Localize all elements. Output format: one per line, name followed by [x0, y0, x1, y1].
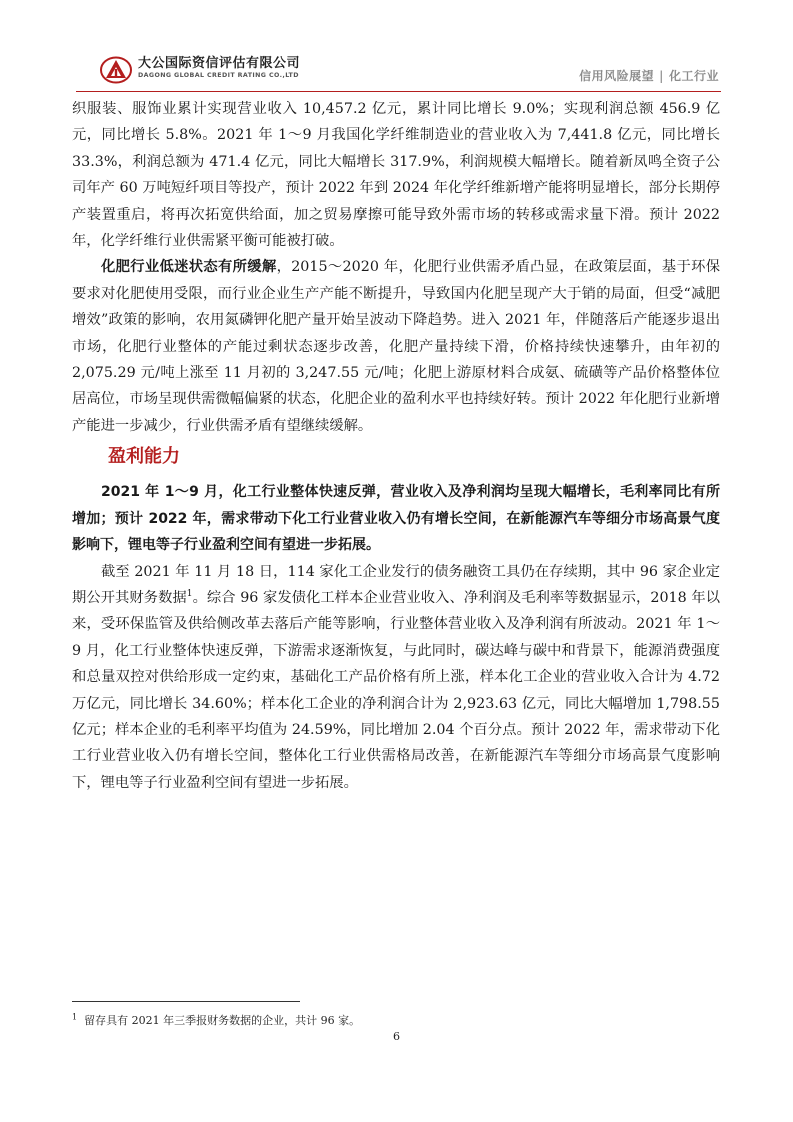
dagong-logo-icon	[100, 56, 132, 84]
fertilizer-lead: 化肥行业低迷状态有所缓解	[101, 259, 277, 276]
footnote	[72, 1012, 360, 1028]
profitability-text-a: 截至 2021 年 11 月 18 日，114 家化工企业发行的债务融资工具仍在存续期，其中 96 家企业定期公开其财务数据	[72, 563, 720, 606]
paragraph-fertilizer	[72, 254, 720, 439]
section-title-profitability: 盈利能力	[108, 446, 180, 468]
page-content	[72, 96, 720, 796]
paragraph-profitability-summary: 2021 年 1～9 月，化工行业整体快速反弹，营业收入及净利润均呈现大幅增长，毛利率同比有所增加；预计 2022 年，需求带动下化工行业营业收入仍有增长空间，在新能源汽车等细分市场高景气度影响下，锂电等子行业盈利空间有望进一步拓展。	[72, 484, 720, 554]
report-type: 信用风险展望	[579, 69, 655, 83]
footnote-mark: 1	[72, 1012, 78, 1022]
company-name-cn: 大公国际资信评估有限公司	[138, 56, 301, 71]
paragraph-chemical-fiber: 织服装、服饰业累计实现营业收入 10,457.2 亿元，累计同比增长 9.0%；实现利润总额 456.9 亿元，同比增长 5.8%。2021 年 1～9 月我国化学纤维制造业的营业收入为 7,441.8 亿元，同比增长 33.3%，利润总额为 471.4 亿元，同比大幅增长 317.9%，利润规模大幅增长。随着新凤鸣全资子公司年产 60 万吨短纤项目等投产，预计 2022 年到 2024 年化学纤维新增产能将明显增长，部分长期停产装置重启，将再次拓宽供给面，加之贸易摩擦可能导致外需市场的转移或需求量下滑。预计 2022 年，化学纤维行业供需紧平衡可能被打破。	[72, 101, 720, 250]
footnote-reference[interactable]: 1	[186, 589, 193, 600]
profitability-text-b: 。综合 96 家发债化工样本企业营业收入、净利润及毛利率等数据显示，2018 年以来，受环保监管及供给侧改革去落后产能等影响，行业整体营业收入及净利润有所波动。2021 年 1～9 月，化工行业整体快速反弹，下游需求逐渐恢复，与此同时，碳达峰与碳中和背景下，能源消费强度和总量双控对供给形成一定约束，基础化工产品价格有所上涨，样本化工企业的营业收入合计为 4.72 万亿元，同比增长 34.60%；样本化工企业的净利润合计为 2,923.63 亿元，同比大幅增加 1,798.55 亿元；样本企业的毛利率平均值为 24.59%，同比增加 2.04 个百分点。预计 2022 年，需求带动下化工行业营业收入仍有增长空间，整体化工行业供需格局改善，在新能源汽车等细分市场高景气度影响下，锂电等子行业盈利空间有望进一步拓展。	[72, 589, 720, 791]
company-name-en: DAGONG GLOBAL CREDIT RATING CO.,LTD	[138, 72, 299, 79]
page-header	[76, 55, 721, 92]
header-separator: |	[659, 69, 664, 83]
footnote-divider	[72, 1001, 300, 1002]
page-number: 6	[393, 1030, 400, 1043]
fertilizer-text: ，2015～2020 年，化肥行业供需矛盾凸显，在政策层面，基于环保要求对化肥使用受限，而行业企业生产产能不断提升，导致国内化肥呈现产大于销的局面，但受“减肥增效”政策的影响，农用氮磷钾化肥产量开始呈波动下降趋势。进入 2021 年，伴随落后产能逐步退出市场，化肥行业整体的产能过剩状态逐步改善，化肥产量持续下滑，价格持续快速攀升，由年初的 2,075.29 元/吨上涨至 11 月初的 3,247.55 元/吨；化肥上游原材料合成氨、硫磺等产品价格整体位居高位，市场呈现供需微幅偏紧的状态，化肥企业的盈利水平也持续好转。预计 2022 年化肥行业新增产能进一步减少，行业供需矛盾有望继续缓解。	[72, 259, 721, 434]
company-name	[138, 56, 300, 80]
paragraph-profitability-detail	[72, 559, 720, 797]
industry-name: 化工行业	[668, 69, 719, 83]
footnote-text: 留存具有 2021 年三季报财务数据的企业，共计 96 家。	[84, 1014, 361, 1027]
report-category	[579, 67, 719, 84]
